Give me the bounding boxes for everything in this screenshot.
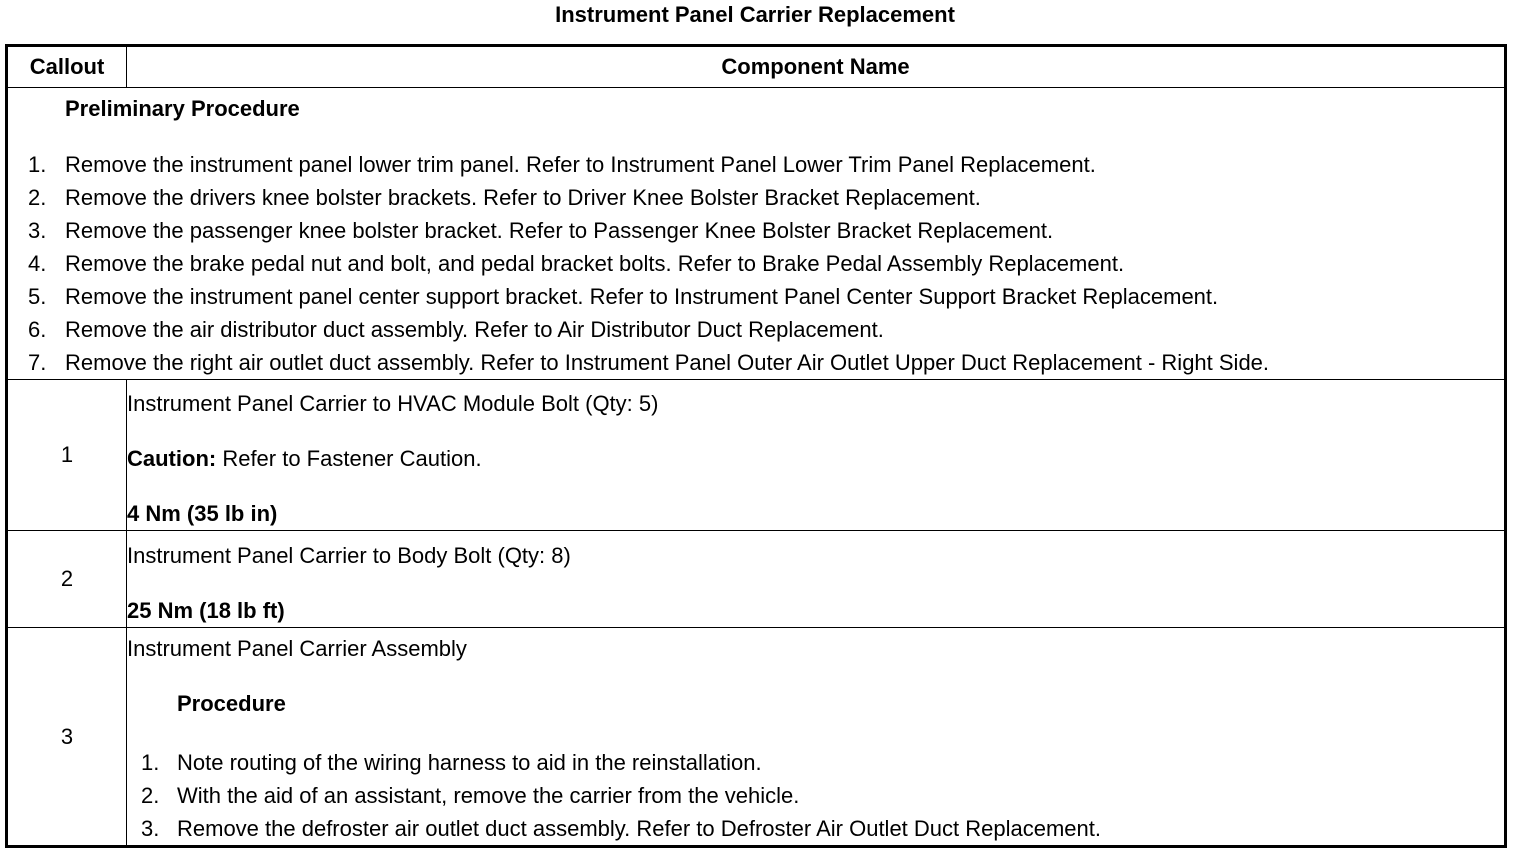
component-name: Instrument Panel Carrier to HVAC Module Bolt (Qty: 5) [127, 391, 659, 416]
list-item [127, 779, 1504, 812]
caution-text: Refer to Fastener Caution. [216, 446, 482, 471]
preliminary-procedure-row [7, 88, 1506, 380]
list-item [127, 746, 1504, 779]
component-cell [127, 628, 1506, 847]
step-number: 6. [28, 317, 47, 342]
component-name: Instrument Panel Carrier Assembly [127, 636, 467, 661]
component-name: Instrument Panel Carrier to Body Bolt (Qty: 8) [127, 542, 571, 568]
procedure-heading: Procedure [177, 691, 286, 716]
list-item [8, 313, 1504, 346]
step-text: Remove the right air outlet duct assembly. Refer to Instrument Panel Outer Air Outlet Upper Duct Replacement - Right Side. [65, 350, 1270, 375]
document-title: Instrument Panel Carrier Replacement [555, 2, 955, 27]
step-number: 3. [28, 218, 47, 243]
list-item [8, 280, 1504, 313]
callout-number: 3 [7, 628, 127, 847]
procedure-table [5, 44, 1507, 848]
step-number: 1. [28, 152, 47, 177]
torque-spec: 4 Nm (35 lb in) [127, 501, 278, 526]
torque-spec: 25 Nm (18 lb ft) [127, 597, 285, 623]
preliminary-procedure-cell [7, 88, 1506, 380]
step-text: Remove the instrument panel center support bracket. Refer to Instrument Panel Center Support Bracket Replacement. [65, 284, 1219, 309]
list-item [8, 148, 1504, 181]
step-text: Remove the brake pedal nut and bolt, and pedal bracket bolts. Refer to Brake Pedal Assembly Replacement. [65, 251, 1125, 276]
step-text: Remove the air distributor duct assembly. Refer to Air Distributor Duct Replacement. [65, 317, 884, 342]
caution-note [127, 446, 1504, 472]
step-text: With the aid of an assistant, remove the carrier from the vehicle. [177, 783, 800, 808]
component-cell [127, 380, 1506, 531]
step-number: 1. [141, 750, 160, 775]
list-item [127, 812, 1504, 845]
step-number: 2. [28, 185, 47, 210]
callout-number: 1 [7, 380, 127, 531]
step-text: Remove the passenger knee bolster bracket. Refer to Passenger Knee Bolster Bracket Replacement. [65, 218, 1054, 243]
step-text: Note routing of the wiring harness to aid in the reinstallation. [177, 750, 762, 775]
preliminary-steps-list [8, 148, 1504, 379]
step-number: 3. [141, 816, 160, 841]
step-number: 7. [28, 350, 47, 375]
callout-column-header: Callout [7, 46, 127, 88]
table-row [7, 628, 1506, 847]
step-number: 2. [141, 783, 160, 808]
list-item [8, 214, 1504, 247]
table-header-row [7, 46, 1506, 88]
step-number: 4. [28, 251, 47, 276]
caution-label: Caution: [127, 446, 217, 471]
list-item [8, 181, 1504, 214]
table-row [7, 531, 1506, 628]
step-number: 5. [28, 284, 47, 309]
procedure-steps-list [127, 746, 1504, 845]
preliminary-procedure-heading: Preliminary Procedure [65, 96, 300, 121]
step-text: Remove the drivers knee bolster brackets. Refer to Driver Knee Bolster Bracket Replacement. [65, 185, 981, 210]
component-cell [127, 531, 1506, 628]
list-item [8, 247, 1504, 280]
step-text: Remove the defroster air outlet duct assembly. Refer to Defroster Air Outlet Duct Replacement. [177, 816, 1101, 841]
component-name-column-header: Component Name [127, 46, 1506, 88]
table-row [7, 380, 1506, 531]
step-text: Remove the instrument panel lower trim panel. Refer to Instrument Panel Lower Trim Panel Replacement. [65, 152, 1096, 177]
list-item [8, 346, 1504, 379]
callout-number: 2 [7, 531, 127, 628]
